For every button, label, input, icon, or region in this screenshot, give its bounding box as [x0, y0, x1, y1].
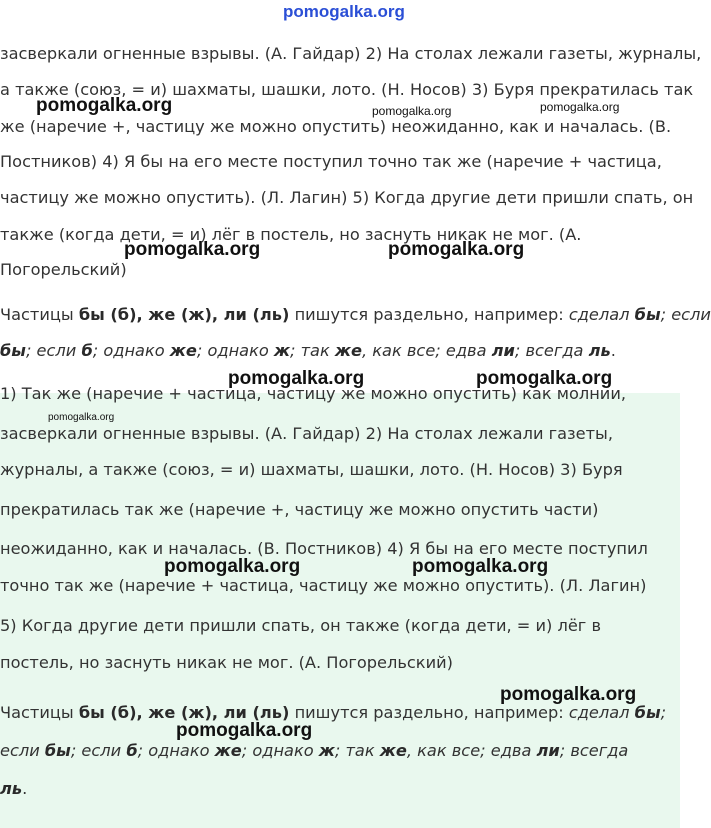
text-line: же (наречие +, частицу же можно опустить) неожиданно, как и началась. (В. — [0, 117, 672, 136]
watermark-text: pomogalka.org — [124, 239, 261, 260]
watermark-text: pomogalka.org — [388, 239, 525, 260]
text-line: частицу же можно опустить). (Л. Лагин) 5) Когда другие дети пришли спать, он — [0, 188, 694, 207]
text-line: также (когда дети, = и) лёг в постель, но заснуть никак не мог. (А. — [0, 225, 582, 244]
top-text-block — [0, 0, 711, 393]
text-line: постель, но заснуть никак не мог. (А. Погорельский) — [0, 653, 453, 672]
watermark-text: pomogalka.org — [283, 2, 405, 21]
rule-line: бы; если б; однако же; однако ж; так же, как все; едва ли; всегда ль. — [0, 341, 616, 360]
watermark-text: pomogalka.org — [476, 368, 613, 389]
rule-line: Частицы бы (б), же (ж), ли (ль) пишутся раздельно, например: сделал бы; если — [0, 305, 711, 324]
watermark-text: pomogalka.org — [540, 100, 620, 114]
watermark-text: pomogalka.org — [412, 556, 549, 577]
text-line: 5) Когда другие дети пришли спать, он также (когда дети, = и) лёг в — [0, 616, 601, 635]
watermark-text: pomogalka.org — [500, 684, 637, 705]
text-line: точно так же (наречие + частица, частицу же можно опустить). (Л. Лагин) — [0, 576, 647, 595]
rule-line: если бы; если б; однако же; однако ж; так же, как все; едва ли; всегда — [0, 741, 629, 760]
watermark-text: pomogalka.org — [372, 104, 452, 118]
watermark-text: pomogalka.org — [36, 95, 173, 116]
text-line: прекратилась так же (наречие +, частицу же можно опустить части) — [0, 500, 599, 519]
bottom-text-block — [0, 384, 680, 828]
text-line: засверкали огненные взрывы. (А. Гайдар) 2) На столах лежали газеты, — [0, 424, 613, 443]
watermark-text: pomogalka.org — [228, 368, 365, 389]
watermark-text: pomogalka.org — [164, 556, 301, 577]
watermark-text: pomogalka.org — [176, 720, 313, 741]
rule-line: Частицы бы (б), же (ж), ли (ль) пишутся раздельно, например: сделал бы; — [0, 703, 667, 722]
text-line: Постников) 4) Я бы на его месте поступил точно так же (наречие + частица, — [0, 152, 662, 171]
text-line: журналы, а также (союз, = и) шахматы, шашки, лото. (Н. Носов) 3) Буря — [0, 460, 623, 479]
text-line: неожиданно, как и началась. (В. Постников) 4) Я бы на его месте поступил — [0, 539, 648, 558]
text-line: а также (союз, = и) шахматы, шашки, лото. (Н. Носов) 3) Буря прекратилась так — [0, 80, 694, 99]
watermark-text: pomogalka.org — [48, 412, 115, 423]
text-line: засверкали огненные взрывы. (А. Гайдар) 2) На столах лежали газеты, журналы, — [0, 44, 702, 63]
text-line-cut: 1) Так же (наречие + частица, частицу же можно опустить) как молнии, — [0, 384, 626, 403]
rule-line: ль. — [0, 779, 28, 798]
text-line: Погорельский) — [0, 260, 127, 279]
